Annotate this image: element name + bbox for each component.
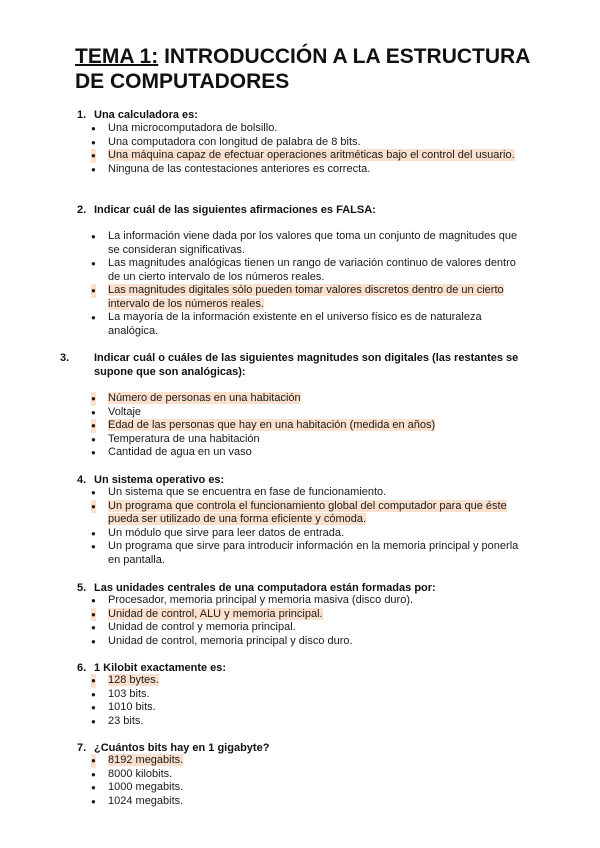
option-item: ● La información viene dada por los valores que toma un conjunto de magnitudes que se consideran significativas. xyxy=(91,230,521,257)
option-item: ● 103 bits. xyxy=(91,688,521,702)
option-item-correct: ● 128 bytes. xyxy=(91,674,521,688)
option-item: ● 1000 megabits. xyxy=(91,781,521,795)
option-item: ● Cantidad de agua en un vaso xyxy=(91,446,521,460)
option-item-correct: ● Unidad de control, ALU y memoria principal. xyxy=(91,608,521,622)
option-item: ● Ninguna de las contestaciones anteriores es correcta. xyxy=(91,163,521,177)
question-number: 4. xyxy=(77,474,87,486)
option-item: ● Una computadora con longitud de palabra de 8 bits. xyxy=(91,136,521,150)
option-item: ● 1010 bits. xyxy=(91,701,521,715)
question-5-options xyxy=(91,594,521,648)
question-number: 3. xyxy=(60,352,70,364)
question-text: Una calculadora es: xyxy=(94,109,198,121)
option-item-correct: ● Número de personas en una habitación xyxy=(91,392,521,406)
question-1-options xyxy=(91,122,521,176)
question-number: 1. xyxy=(77,109,87,121)
title-prefix: TEMA 1: xyxy=(75,45,159,68)
option-item: ● Temperatura de una habitación xyxy=(91,433,521,447)
question-6-heading xyxy=(77,661,226,675)
option-item: ● 23 bits. xyxy=(91,715,521,729)
question-2-heading xyxy=(77,203,376,217)
question-text: Indicar cuál de las siguientes afirmaciones es FALSA: xyxy=(94,204,376,216)
option-item: ● La mayoría de la información existente en el universo físico es de naturaleza analógica. xyxy=(91,311,521,338)
question-6-options xyxy=(91,674,521,728)
page-title xyxy=(75,44,545,94)
option-item: ● Procesador, memoria principal y memoria masiva (disco duro). xyxy=(91,594,521,608)
question-1-heading xyxy=(77,108,198,122)
question-number: 5. xyxy=(77,582,87,594)
title-rest: INTRODUCCIÓN A LA ESTRUCTURA DE COMPUTADORES xyxy=(75,45,530,93)
question-3-options xyxy=(91,392,521,460)
question-7-options xyxy=(91,754,521,808)
option-item-correct: ● 8192 megabits. xyxy=(91,754,521,768)
option-item: ● Un programa que sirve para introducir información en la memoria principal y ponerla en pantalla. xyxy=(91,540,521,567)
question-number: 2. xyxy=(77,204,87,216)
question-4-options xyxy=(91,486,521,567)
question-7-heading xyxy=(77,741,269,755)
option-item: ● Unidad de control y memoria principal. xyxy=(91,621,521,635)
option-item: ● Una microcomputadora de bolsillo. xyxy=(91,122,521,136)
option-item: ● Un módulo que sirve para leer datos de entrada. xyxy=(91,527,521,541)
question-text: Un sistema operativo es: xyxy=(94,474,225,486)
option-item-correct: ● Un programa que controla el funcionamiento global del computador para que éste pueda ser utilizado de una forma eficiente y cómoda. xyxy=(91,500,521,527)
option-item-correct: ● Una máquina capaz de efectuar operaciones aritméticas bajo el control del usuario. xyxy=(91,149,521,163)
option-item: ● Unidad de control, memoria principal y disco duro. xyxy=(91,635,521,649)
question-number: 7. xyxy=(77,742,87,754)
question-text: 1 Kilobit exactamente es: xyxy=(94,662,227,674)
option-item: ● 1024 megabits. xyxy=(91,795,521,809)
option-item-correct: ● Las magnitudes digitales sólo pueden tomar valores discretos dentro de un cierto intervalo de los números reales. xyxy=(91,284,521,311)
question-4-heading xyxy=(77,473,224,487)
option-item: ● Voltaje xyxy=(91,406,521,420)
option-item-correct: ● Edad de las personas que hay en una habitación (medida en años) xyxy=(91,419,521,433)
question-2-options xyxy=(91,230,521,338)
question-text: Indicar cuál o cuáles de las siguientes magnitudes son digitales (las restantes se supone que son analógicas): xyxy=(94,352,519,378)
option-item: ● Las magnitudes analógicas tienen un rango de variación continuo de valores dentro de un cierto intervalo de los números reales. xyxy=(91,257,521,284)
question-5-heading xyxy=(77,581,436,595)
question-number: 6. xyxy=(77,662,87,674)
question-text: Las unidades centrales de una computadora están formadas por: xyxy=(94,582,436,594)
question-3-heading xyxy=(60,351,534,379)
question-text: ¿Cuántos bits hay en 1 gigabyte? xyxy=(94,742,270,754)
option-item: ● 8000 kilobits. xyxy=(91,768,521,782)
option-item: ● Un sistema que se encuentra en fase de funcionamiento. xyxy=(91,486,521,500)
